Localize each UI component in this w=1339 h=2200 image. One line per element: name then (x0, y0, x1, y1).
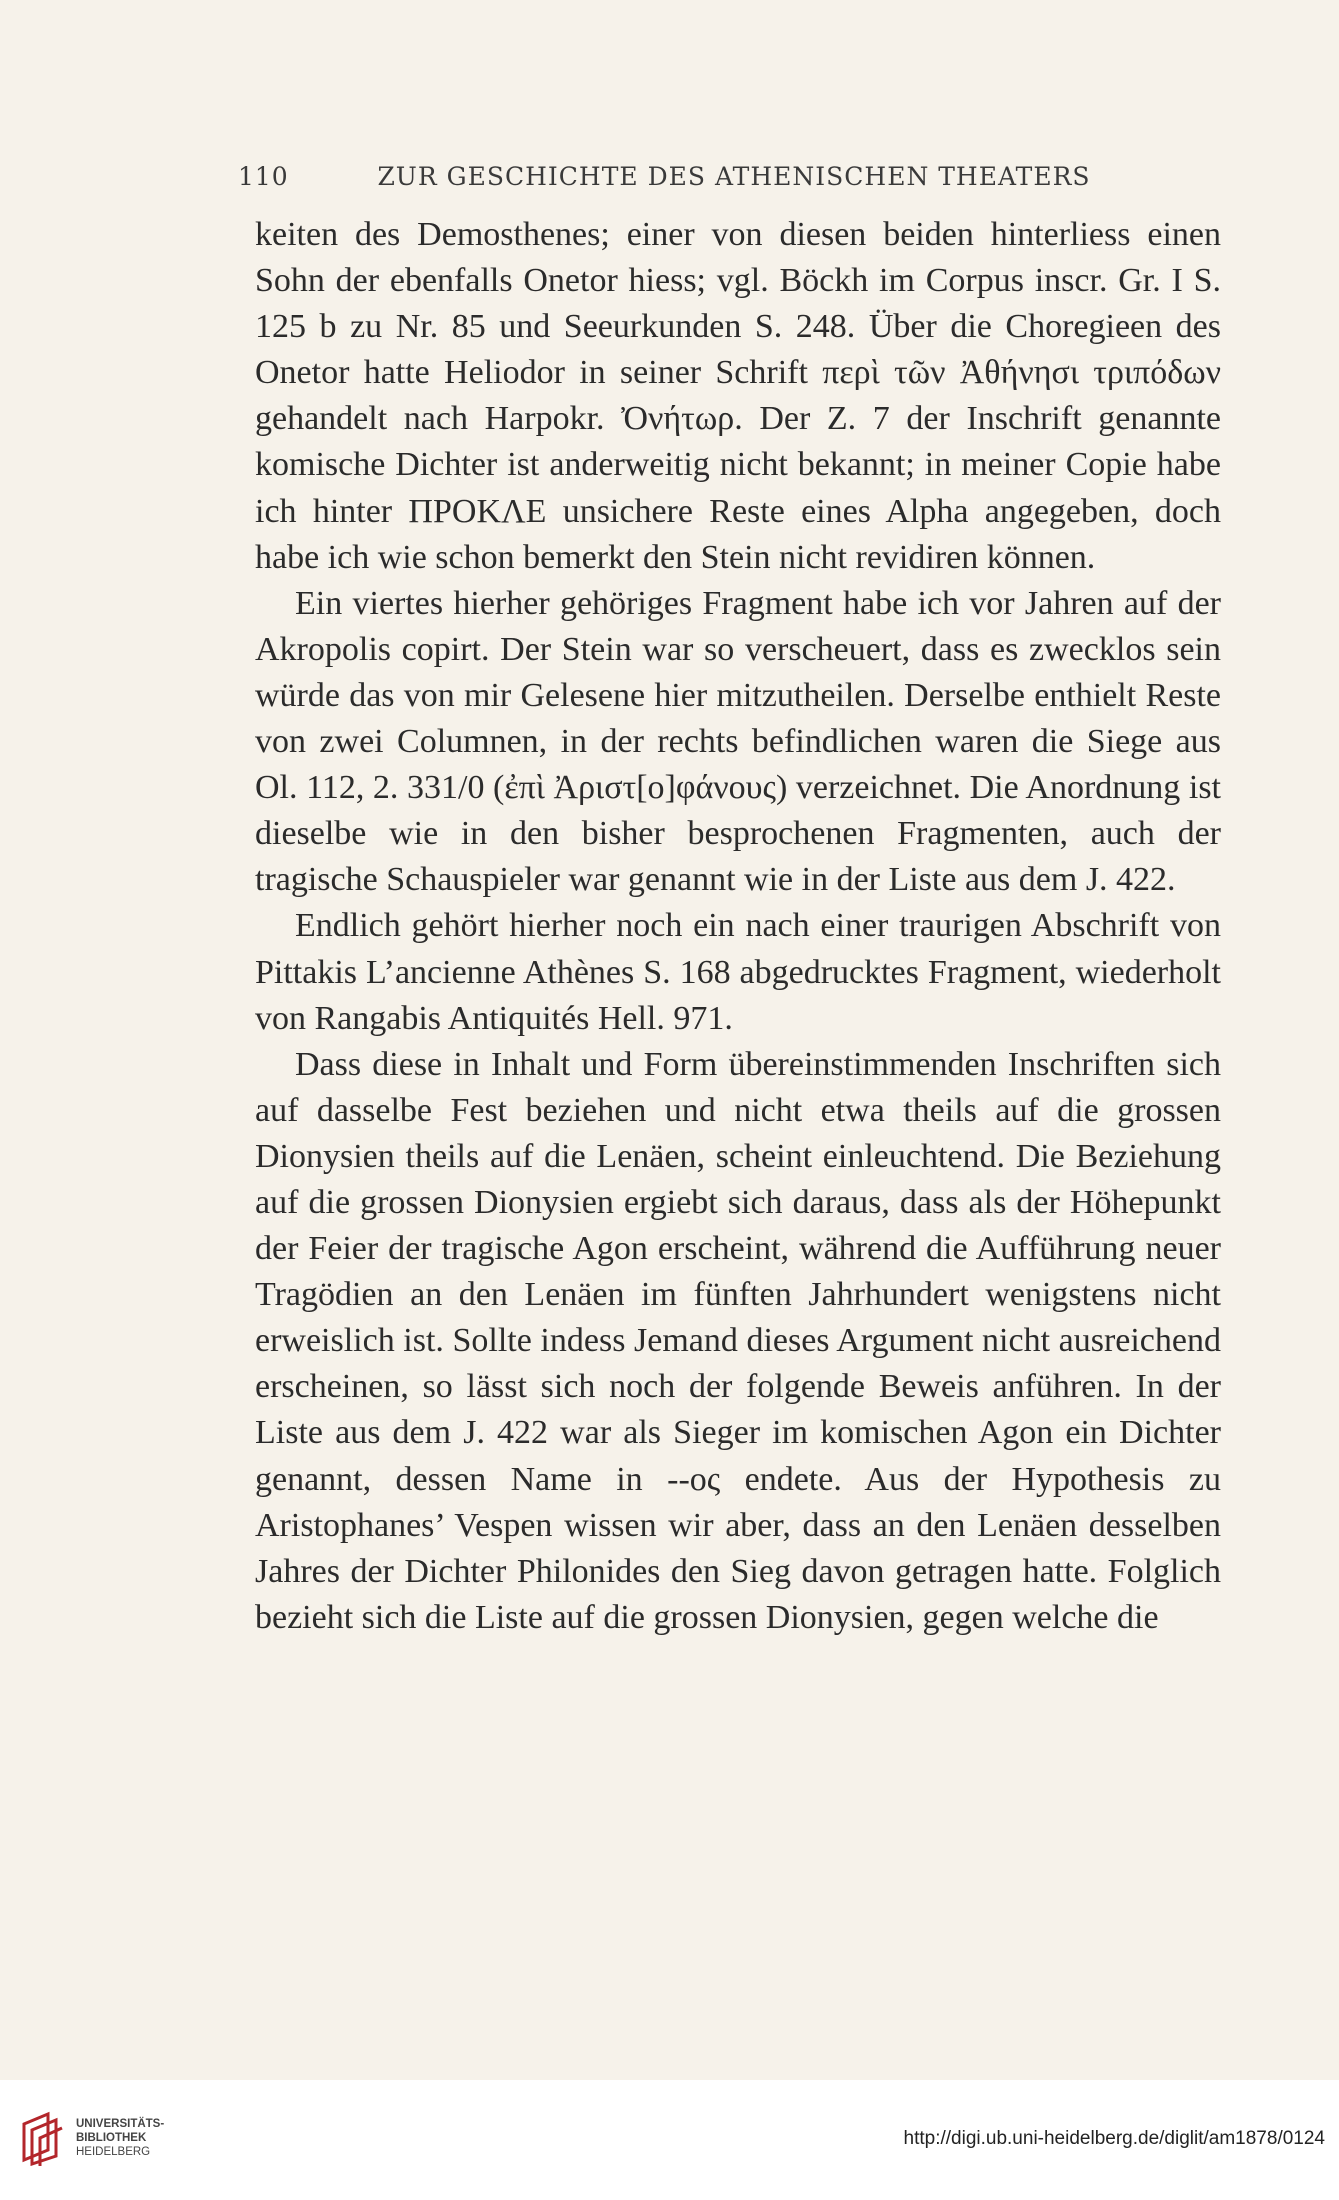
paragraph-2: Ein viertes hierher gehöriges Fragment habe ich vor Jahren auf der Akropolis copirt. Der Stein war so verscheuert, dass es zwecklos sein würde das von mir Gelesene hier mitzutheilen. Derselbe enthielt Reste von zwei Columnen, in der rechts befindlichen waren die Siege aus Ol. 112, 2. 331/0 (ἐπὶ Ἀριστ[ο]φάνους) verzeichnet. Die Anordnung ist dieselbe wie in den bisher besprochenen Fragmenten, auch der tragische Schauspieler war genannt wie in der Liste aus dem J. 422. (255, 584, 1221, 899)
body-text (255, 212, 1221, 1641)
library-name (76, 2117, 164, 2159)
page-number: 110 (238, 162, 289, 191)
paragraph-4: Dass diese in Inhalt und Form übereinstimmenden Inschriften sich auf dasselbe Fest beziehen und nicht etwa theils auf die grossen Dionysien theils auf die Lenäen, scheint einleuchtend. Die Beziehung auf die grossen Dionysien ergiebt sich daraus, dass als der Höhepunkt der Feier der tragische Agon erscheint, während die Aufführung neuer Tragödien an den Lenäen im fünften Jahrhundert wenigstens nicht erweislich ist. Sollte indess Jemand dieses Argument nicht ausreichend erscheinen, so lässt sich noch der folgende Beweis anführen. In der Liste aus dem J. 422 war als Sieger im komischen Agon ein Dichter genannt, dessen Name in --ος endete. Aus der Hypothesis zu Aristophanes’ Vespen wissen wir aber, dass an den Lenäen desselben Jahres der Dichter Philonides den Sieg davon getragen hatte. Folglich bezieht sich die Liste auf die grossen Dionysien, gegen welche die (255, 1045, 1221, 1636)
running-title: ZUR GESCHICHTE DES ATHENISCHEN THEATERS (377, 162, 1091, 191)
library-line-2: BIBLIOTHEK (76, 2132, 147, 2144)
viewer-footer (0, 2080, 1339, 2200)
library-logo[interactable] (18, 2108, 168, 2168)
paragraph-3: Endlich gehört hierher noch ein nach einer traurigen Abschrift von Pittakis L’ancienne Athènes S. 168 abgedrucktes Fragment, wiederholt von Rangabis Antiquités Hell. 971. (255, 907, 1221, 1037)
library-logo-icon (18, 2110, 68, 2166)
running-header (238, 162, 1218, 191)
source-url-link[interactable]: http://digi.ub.uni-heidelberg.de/diglit/am1878/0124 (903, 2128, 1325, 2149)
paragraph-1: keiten des Demosthenes; einer von diesen beiden hinterliess einen Sohn der ebenfalls Onetor hiess; vgl. Böckh im Corpus inscr. Gr. I S. 125 b zu Nr. 85 und Seeurkunden S. 248. Über die Choregieen des Onetor hatte Heliodor in seiner Schrift περὶ τῶν Ἀθήνησι τριπόδων gehandelt nach Harpokr. Ὀνήτωρ. Der Z. 7 der Inschrift genannte komische Dichter ist anderweitig nicht bekannt; in meiner Copie habe ich hinter ΠΡΟΚΛΕ unsichere Reste eines Alpha angegeben, doch habe ich wie schon bemerkt den Stein nicht revidiren können. (255, 216, 1221, 576)
library-line-3: HEIDELBERG (76, 2146, 151, 2158)
library-line-1: UNIVERSITÄTS- (76, 2118, 165, 2130)
